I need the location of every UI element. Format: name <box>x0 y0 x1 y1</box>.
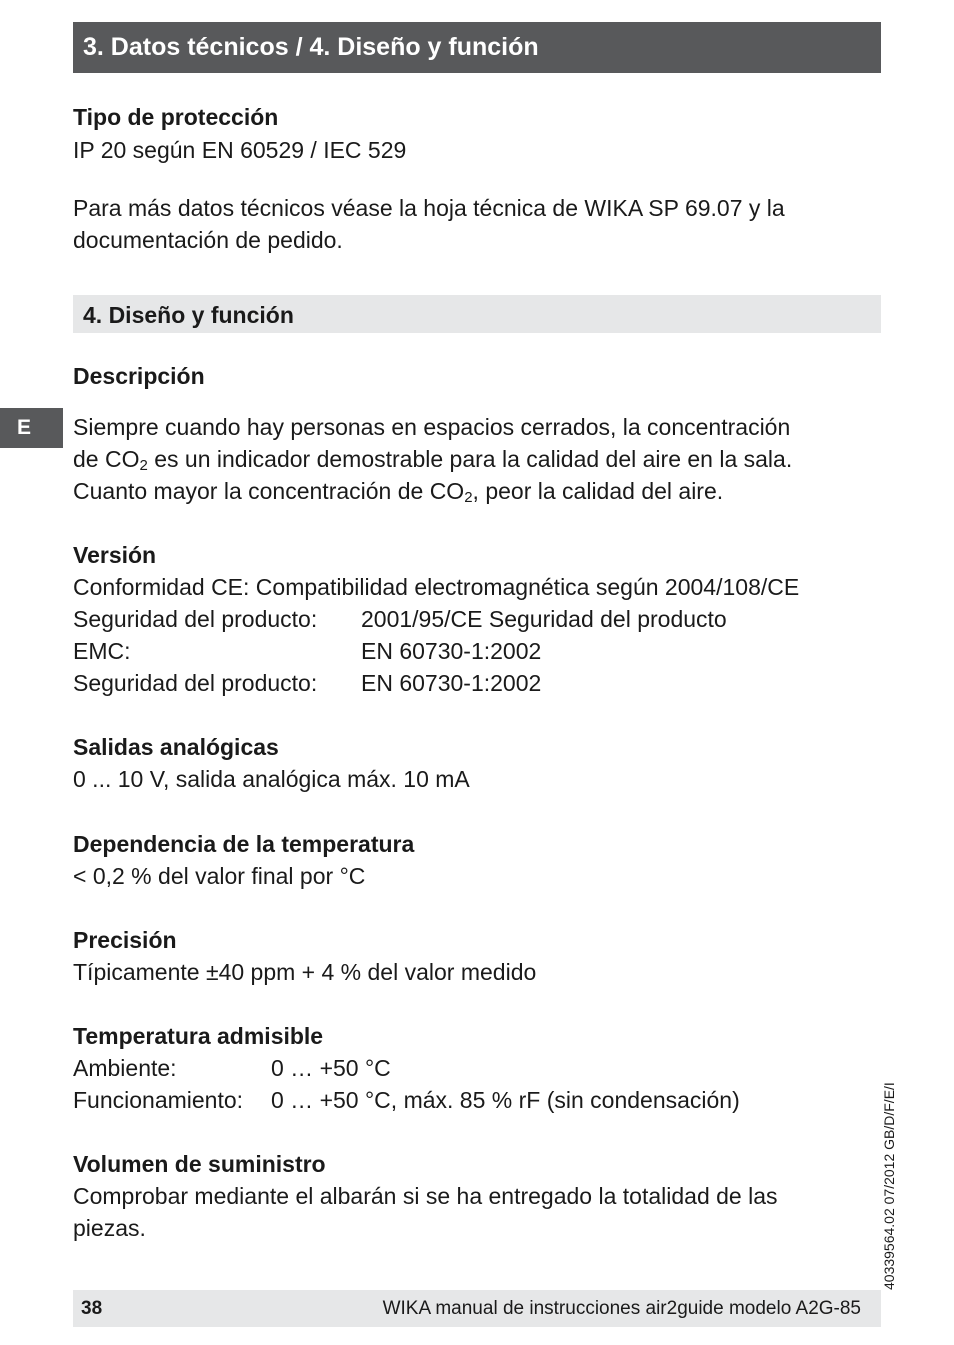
outputs-heading: Salidas analógicas <box>73 734 279 760</box>
section-title: 4. Diseño y función <box>73 295 881 333</box>
temperature-row-label: Funcionamiento: <box>73 1087 244 1113</box>
precision-text: Típicamente ±40 ppm + 4 % del valor medido <box>73 959 537 985</box>
admissible-temperature-heading: Temperatura admisible <box>73 1023 324 1049</box>
page-number: 38 <box>81 1298 103 1319</box>
footer-text: WIKA manual de instrucciones air2guide modelo A2G-85 <box>382 1298 861 1319</box>
language-tab: E <box>0 408 63 448</box>
description-line1: Siempre cuando hay personas en espacios cerrados, la concentración <box>73 414 791 440</box>
document-code: 40339564.02 07/2012 GB/D/F/E/I <box>881 1082 897 1290</box>
protection-text: IP 20 según EN 60529 / IEC 529 <box>73 137 407 163</box>
version-row-value: EN 60730-1:2002 <box>361 670 542 696</box>
version-ce-line: Conformidad CE: Compatibilidad electromagnética según 2004/108/CE <box>73 574 800 600</box>
temperature-row-value: 0 … +50 °C, máx. 85 % rF (sin condensación) <box>271 1087 740 1113</box>
co2-subscript: 2 <box>464 489 473 506</box>
version-heading: Versión <box>73 542 157 568</box>
description-line2 <box>73 446 792 473</box>
description-line3-pre: Cuanto mayor la concentración de CO <box>73 478 465 504</box>
description-heading: Descripción <box>73 363 205 389</box>
page-title: 3. Datos técnicos / 4. Diseño y función <box>73 22 881 73</box>
delivery-scope-heading: Volumen de suministro <box>73 1151 326 1177</box>
description-line2-post: es un indicador demostrable para la calidad del aire en la sala. <box>147 446 793 472</box>
delivery-scope-line1: Comprobar mediante el albarán si se ha entregado la totalidad de las <box>73 1183 778 1209</box>
version-row-label: Seguridad del producto: <box>73 606 318 632</box>
temperature-dependence-text: < 0,2 % del valor final por °C <box>73 863 366 889</box>
temperature-row-label: Ambiente: <box>73 1055 177 1081</box>
description-line3-post: , peor la calidad del aire. <box>472 478 724 504</box>
description-line3 <box>73 478 723 505</box>
description-line2-pre: de CO <box>73 446 140 472</box>
precision-heading: Precisión <box>73 927 177 953</box>
temperature-dependence-heading: Dependencia de la temperatura <box>73 831 415 857</box>
version-row-label: EMC: <box>73 638 131 664</box>
more-data-line1: Para más datos técnicos véase la hoja técnica de WIKA SP 69.07 y la <box>73 195 785 221</box>
co2-subscript: 2 <box>139 457 148 474</box>
protection-heading: Tipo de protección <box>73 104 279 130</box>
temperature-row-value: 0 … +50 °C <box>271 1055 391 1081</box>
version-row-value: EN 60730-1:2002 <box>361 638 542 664</box>
version-row-label: Seguridad del producto: <box>73 670 318 696</box>
delivery-scope-line2: piezas. <box>73 1215 146 1241</box>
version-row-value: 2001/95/CE Seguridad del producto <box>361 606 727 632</box>
more-data-line2: documentación de pedido. <box>73 227 343 253</box>
outputs-text: 0 ... 10 V, salida analógica máx. 10 mA <box>73 766 470 792</box>
page-footer <box>73 1290 881 1327</box>
